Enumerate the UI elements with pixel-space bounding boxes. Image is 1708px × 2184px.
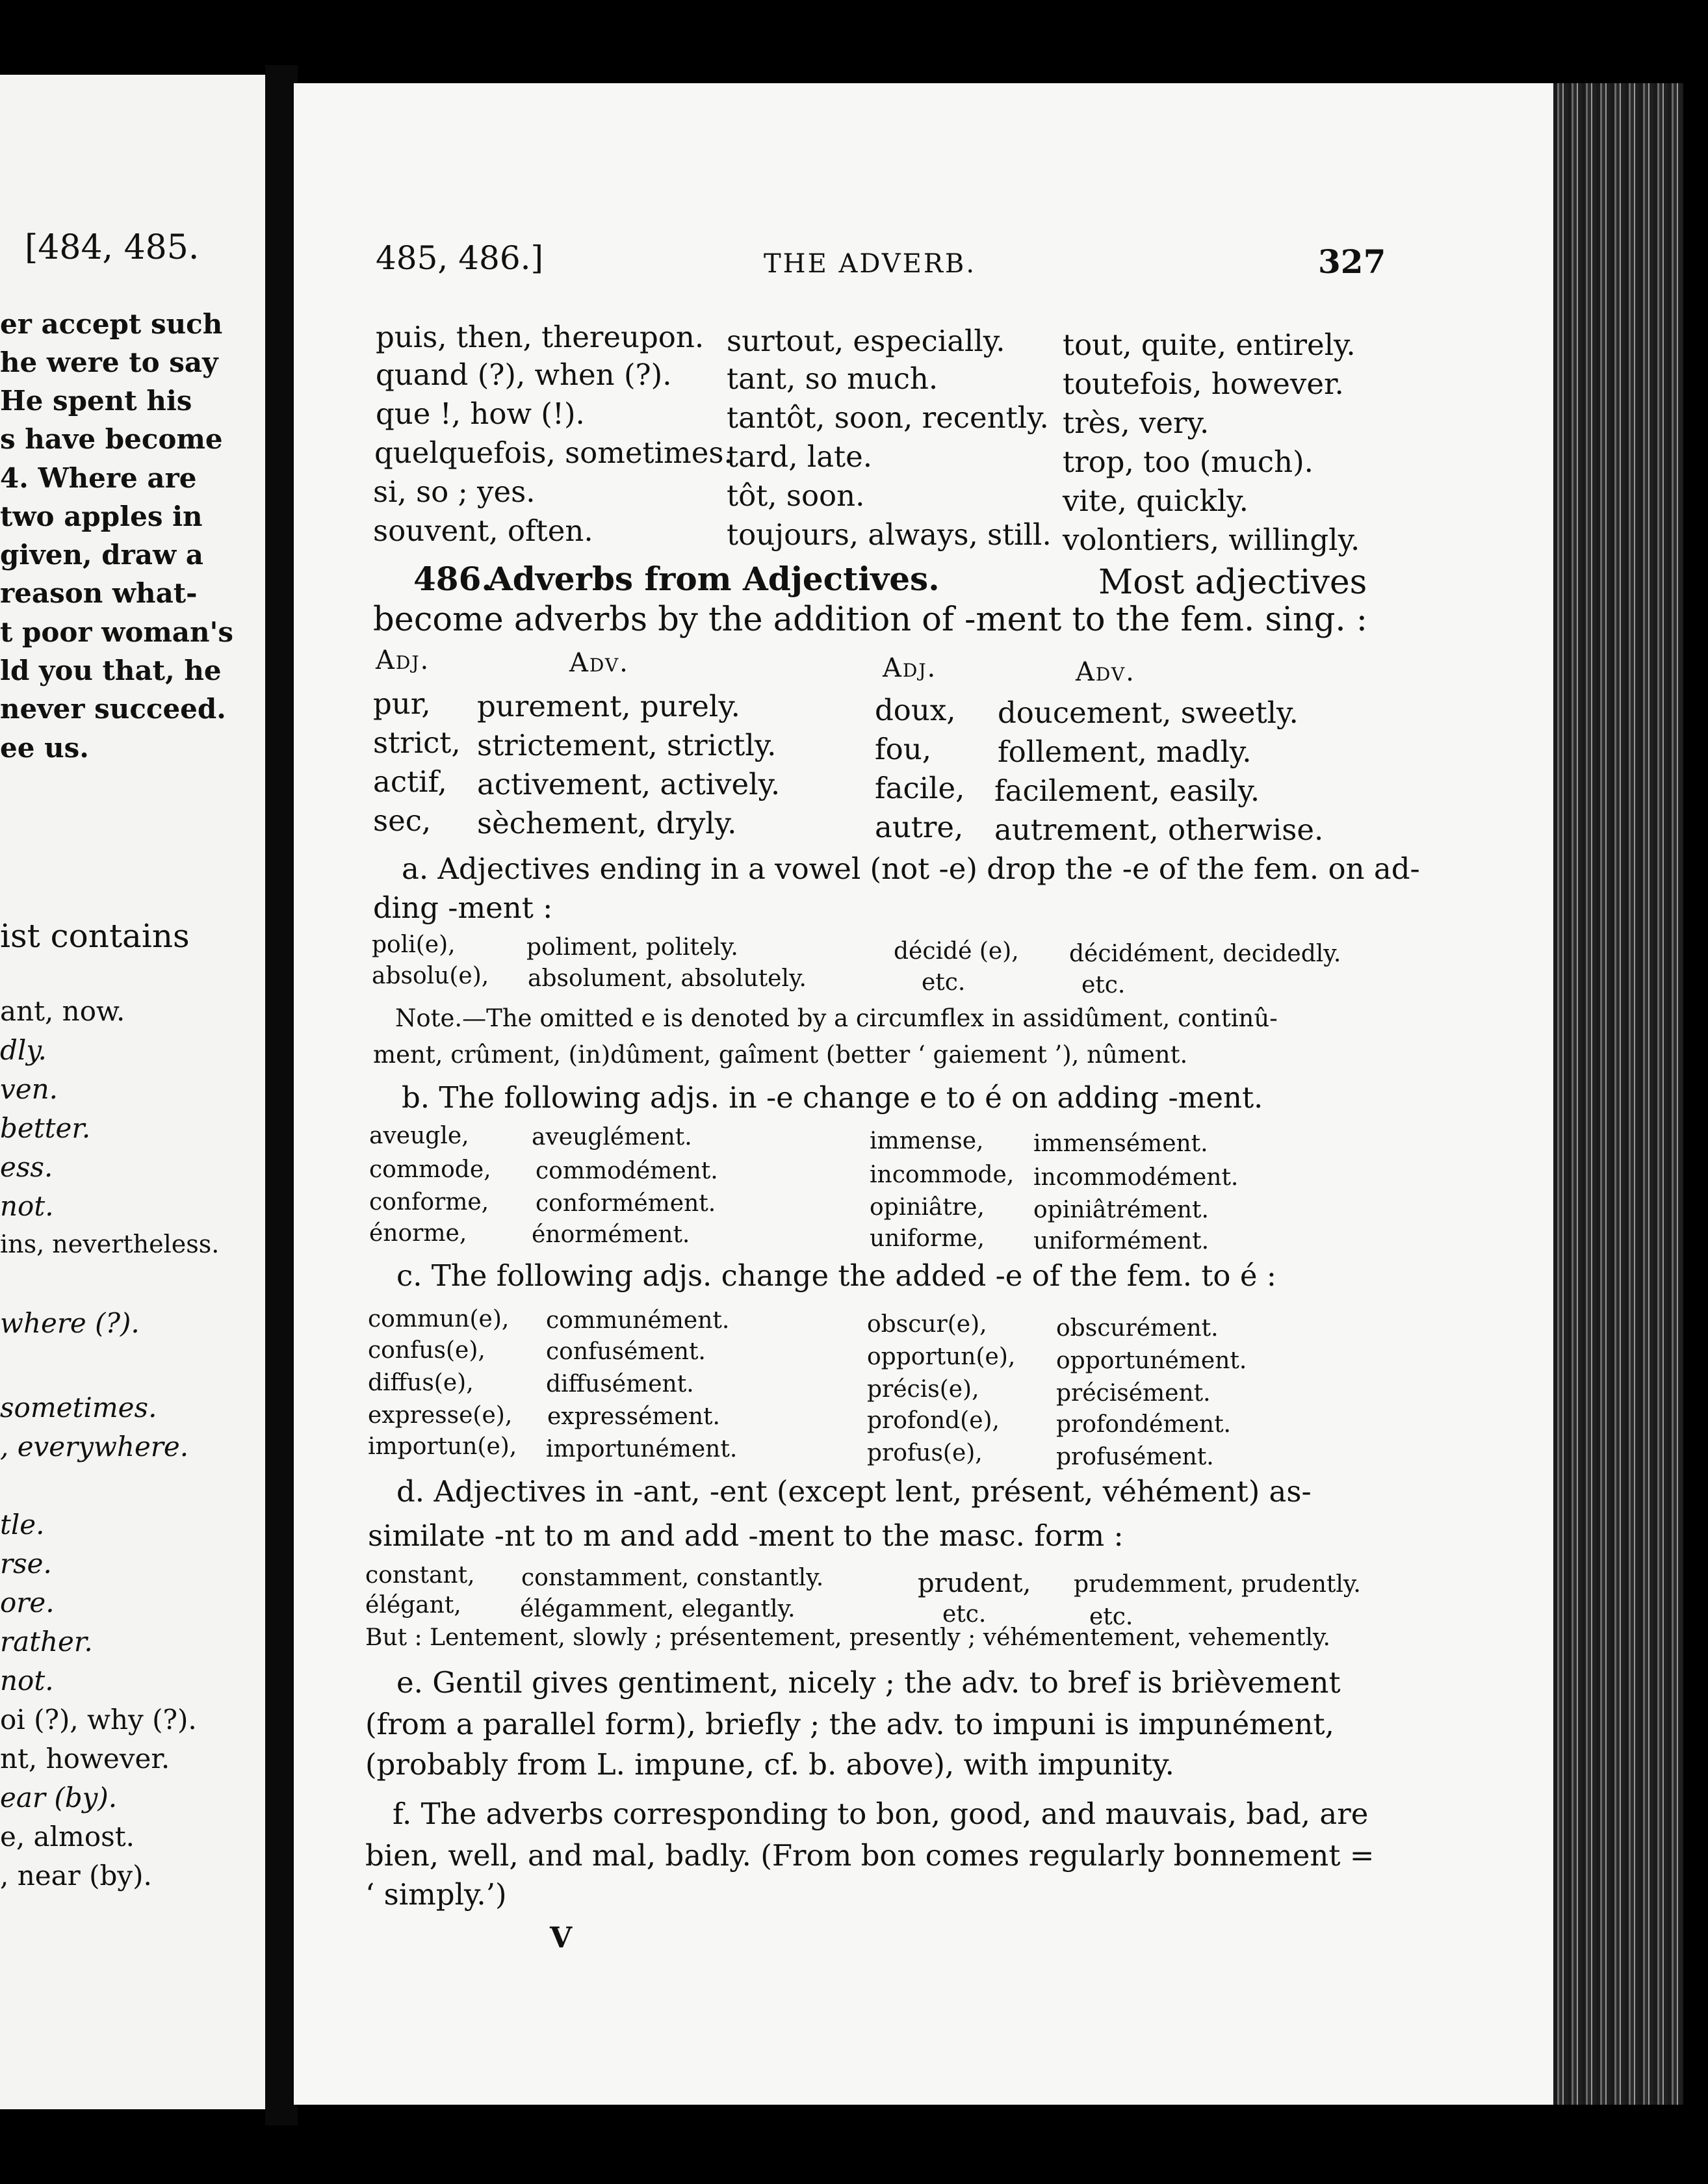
adverb: énormément.	[532, 1221, 690, 1248]
adjective: opportun(e),	[867, 1344, 1016, 1370]
adverb: immensément.	[1033, 1130, 1208, 1157]
facing-line: ee us.	[0, 732, 89, 764]
paragraph-d: d. Adjectives in -ant, -ent (except lent, présent, véhément) as-	[396, 1474, 1312, 1509]
adverb: incommodément.	[1033, 1164, 1239, 1191]
adverb: facilement, easily.	[994, 774, 1260, 808]
adverb-entry: trop, too (much).	[1063, 445, 1313, 479]
facing-line: s have become	[0, 423, 223, 455]
paragraph-e: (probably from L. impune, cf. b. above), with impunity.	[365, 1747, 1174, 1782]
adverb-entry: tôt, soon.	[727, 478, 865, 513]
note: ment, crûment, (in)dûment, gaîment (better ‘ gaiement ’), nûment.	[373, 1041, 1188, 1069]
adjective: doux,	[875, 693, 956, 727]
adverb: autrement, otherwise.	[994, 812, 1324, 847]
facing-line: tle.	[0, 1509, 45, 1540]
adjective: commode,	[369, 1156, 491, 1183]
facing-line: nt, however.	[0, 1743, 170, 1774]
adjective: sec,	[373, 803, 432, 838]
facing-line: rather.	[0, 1626, 93, 1658]
adverb: profusément.	[1056, 1444, 1214, 1470]
adverb: constamment, constantly.	[521, 1565, 824, 1591]
facing-line: given, draw a	[0, 539, 203, 571]
adverb: décidément, decidedly.	[1069, 941, 1341, 967]
page-number: 327	[1318, 242, 1386, 281]
but-line: But : Lentement, slowly ; présentement, presently ; véhémentement, vehemently.	[365, 1624, 1330, 1651]
adverb-entry: tout, quite, entirely.	[1063, 328, 1356, 362]
intro-text: become adverbs by the addition of -ment to the fem. sing. :	[373, 601, 1367, 639]
facing-line: He spent his	[0, 385, 192, 417]
facing-line: ist contains	[0, 917, 190, 955]
adverb-entry: surtout, especially.	[727, 324, 1005, 358]
column-header: Adv.	[569, 648, 629, 678]
facing-line: not.	[0, 1190, 54, 1222]
adverb-entry: volontiers, willingly.	[1063, 523, 1360, 557]
adjective: uniforme,	[870, 1225, 985, 1252]
adjective: obscur(e),	[867, 1311, 987, 1338]
section-number: 486.	[413, 560, 493, 598]
facing-line: ore.	[0, 1587, 55, 1618]
paragraph-f: bien, well, and mal, badly. (From bon comes regularly bonnement =	[365, 1838, 1375, 1873]
facing-line: rse.	[0, 1548, 52, 1580]
adverb-entry: quand (?), when (?).	[376, 358, 672, 392]
adjective: fou,	[875, 732, 932, 766]
facing-line: he were to say	[0, 346, 218, 378]
adjective: autre,	[875, 810, 964, 844]
adverb-entry: souvent, often.	[373, 514, 593, 548]
adjective: commun(e),	[368, 1306, 510, 1332]
adverb-entry: toujours, always, still.	[727, 517, 1052, 552]
adverb: profondément.	[1056, 1411, 1231, 1438]
adjective: profus(e),	[867, 1440, 983, 1466]
facing-line: er accept such	[0, 308, 223, 340]
adverb: précisément.	[1056, 1380, 1211, 1407]
adverb-entry: toutefois, however.	[1063, 367, 1344, 401]
facing-line: ven.	[0, 1073, 58, 1105]
paragraph-f: ‘ simply.’)	[365, 1877, 507, 1912]
facing-line: ld you that, he	[0, 655, 222, 686]
adjective: poli(e),	[372, 931, 456, 958]
adverb-entry: vite, quickly.	[1063, 484, 1249, 518]
facing-line: t poor woman's	[0, 616, 234, 648]
adverb: purement, purely.	[477, 689, 740, 723]
facing-line: ins, nevertheless.	[0, 1230, 220, 1258]
facing-line: reason what-	[0, 577, 198, 609]
running-title: THE ADVERB.	[764, 249, 977, 279]
adverb: confusément.	[546, 1338, 706, 1365]
adverb: follement, madly.	[998, 734, 1252, 769]
adverb: opportunément.	[1056, 1347, 1247, 1374]
facing-line: , near (by).	[0, 1860, 152, 1892]
facing-line: oi (?), why (?).	[0, 1704, 197, 1736]
facing-line: never succeed.	[0, 693, 226, 725]
facing-page-header: [484, 485.	[25, 228, 200, 267]
facing-line: ear (by).	[0, 1782, 118, 1814]
adverb: sèchement, dryly.	[477, 806, 737, 840]
facing-line: e, almost.	[0, 1821, 135, 1852]
intro-text: Most adjectives	[1098, 563, 1367, 602]
facing-line: ess.	[0, 1151, 53, 1183]
adverb: opiniâtrément.	[1033, 1197, 1209, 1223]
adverb: communément.	[546, 1307, 730, 1334]
adjective: énorme,	[369, 1220, 467, 1247]
facing-line: 4. Where are	[0, 462, 197, 494]
paragraph-e: e. Gentil gives gentiment, nicely ; the adv. to bref is brièvement	[396, 1665, 1341, 1700]
adverb: aveuglément.	[532, 1124, 692, 1150]
adjective: aveugle,	[369, 1123, 469, 1149]
facing-line: not.	[0, 1665, 54, 1696]
adjective: décidé (e),	[894, 938, 1019, 965]
adverb: importunément.	[546, 1436, 738, 1462]
adjective: profond(e),	[867, 1407, 1000, 1434]
etc-label: etc.	[1081, 972, 1126, 998]
adverb-entry: tantôt, soon, recently.	[727, 400, 1049, 435]
adverb: élégamment, elegantly.	[520, 1596, 796, 1622]
adverb: absolument, absolutely.	[528, 965, 807, 992]
adjective: diffus(e),	[368, 1370, 474, 1396]
adverb-entry: tard, late.	[727, 439, 873, 474]
paragraph-f: f. The adverbs corresponding to bon, good, and mauvais, bad, are	[393, 1797, 1369, 1831]
adverb: doucement, sweetly.	[998, 696, 1299, 730]
adjective: incommode,	[870, 1162, 1015, 1188]
adjective: précis(e),	[867, 1376, 979, 1403]
paragraph-b: b. The following adjs. in -e change e to é on adding -ment.	[402, 1080, 1263, 1115]
adjective: constant,	[365, 1562, 475, 1589]
adjective: opiniâtre,	[870, 1194, 985, 1221]
adjective: prudent,	[918, 1568, 1031, 1598]
adverb-entry: tant, so much.	[727, 361, 938, 396]
adverb: uniformément.	[1033, 1228, 1210, 1254]
etc-label: etc.	[942, 1601, 987, 1628]
adverb: prudemment, prudently.	[1074, 1571, 1361, 1598]
adjective: immense,	[870, 1128, 984, 1154]
facing-line: better.	[0, 1112, 91, 1144]
adverb-entry: si, so ; yes.	[373, 474, 536, 509]
facing-line: ant, now.	[0, 995, 125, 1027]
facing-line: , everywhere.	[0, 1431, 189, 1462]
adjective: actif,	[373, 764, 447, 799]
adjective: conforme,	[369, 1189, 489, 1216]
adverb: obscurément.	[1056, 1315, 1219, 1342]
facing-line: two apples in	[0, 500, 203, 532]
adverb: expressément.	[547, 1403, 720, 1430]
adverb: diffusément.	[546, 1371, 694, 1398]
paragraph-a: a. Adjectives ending in a vowel (not -e) drop the -e of the fem. on ad-	[402, 852, 1420, 886]
column-header: Adv.	[1076, 657, 1135, 687]
paragraph-e: (from a parallel form), briefly ; the adv. to impuni is impunément,	[365, 1707, 1334, 1741]
section-title: Adverbs from Adjectives.	[487, 560, 940, 598]
adjective: confus(e),	[368, 1337, 485, 1364]
paragraph-a: ding -ment :	[373, 890, 553, 925]
adverb-entry: quelquefois, sometimes.	[374, 436, 733, 470]
adjective: absolu(e),	[372, 963, 489, 989]
signature-mark: V	[550, 1921, 573, 1955]
facing-page	[0, 75, 265, 2109]
adverb-entry: que !, how (!).	[376, 396, 585, 431]
paragraph-c: c. The following adjs. change the added -e of the fem. to é :	[396, 1258, 1276, 1293]
adjective: importun(e),	[368, 1433, 517, 1460]
adjective: expresse(e),	[368, 1402, 513, 1429]
etc-label: etc.	[922, 969, 966, 996]
adverb: commodément.	[536, 1158, 718, 1184]
adjective: élégant,	[365, 1592, 461, 1618]
column-header: Adj.	[376, 645, 430, 675]
adverb: activement, actively.	[477, 767, 781, 801]
facing-line: sometimes.	[0, 1392, 157, 1424]
column-header: Adj.	[883, 653, 937, 683]
note: Note.—The omitted e is denoted by a circumflex in assidûment, continû-	[395, 1004, 1278, 1032]
page-edges	[1553, 83, 1683, 2105]
facing-line: dly.	[0, 1034, 47, 1066]
adverb: poliment, politely.	[526, 934, 738, 961]
adverb: strictement, strictly.	[477, 728, 777, 762]
adverb-entry: très, very.	[1063, 406, 1210, 440]
adverb: conformément.	[536, 1190, 716, 1217]
adjective: strict,	[373, 725, 461, 760]
adjective: pur,	[373, 686, 431, 721]
facing-line: where (?).	[0, 1307, 140, 1339]
paragraph-d: similate -nt to m and add -ment to the masc. form :	[368, 1518, 1124, 1553]
adjective: facile,	[875, 771, 965, 805]
adverb-entry: puis, then, thereupon.	[376, 320, 705, 354]
book-gutter	[265, 65, 298, 2126]
etc-label: etc.	[1089, 1604, 1133, 1630]
section-range: 485, 486.]	[376, 239, 544, 277]
